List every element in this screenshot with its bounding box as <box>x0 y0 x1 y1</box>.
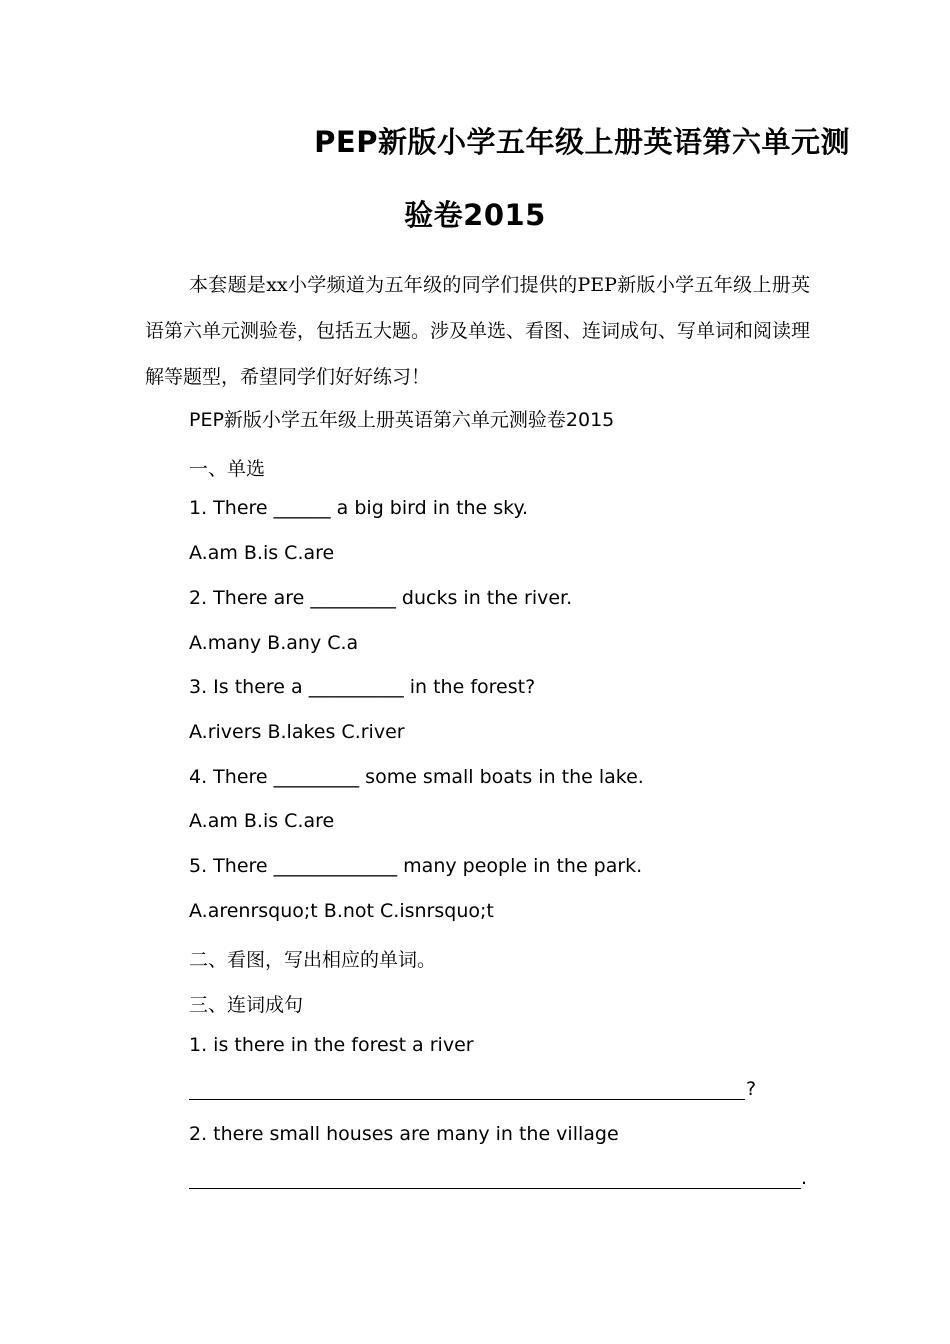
question-4: 4. There _________ some small boats in the lake. <box>189 766 644 788</box>
question-5-options: A.arenrsquo;t B.not C.isnrsquo;t <box>189 900 494 922</box>
sentence-2-end-mark: . <box>801 1167 808 1189</box>
section-heading-picture: 二、看图，写出相应的单词。 <box>189 949 437 971</box>
question-3: 3. Is there a __________ in the forest? <box>189 676 536 698</box>
question-3-options: A.rivers B.lakes C.river <box>189 721 405 743</box>
section-heading-single-choice: 一、单选 <box>189 458 266 480</box>
sentence-1-answer-line <box>189 1099 745 1100</box>
section-heading-sentence-building: 三、连词成句 <box>189 994 304 1016</box>
question-1: 1. There ______ a big bird in the sky. <box>189 497 529 519</box>
sentence-2-words: 2. there small houses are many in the village <box>189 1123 619 1145</box>
question-2-options: A.many B.any C.a <box>189 632 359 654</box>
intro-paragraph: 本套题是xx小学频道为五年级的同学们提供的PEP新版小学五年级上册英语第六单元测验卷，包括五大题。涉及单选、看图、连词成句、写单词和阅读理解等题型，希望同学们好好练习！ <box>145 274 811 388</box>
document-title-line2: 验卷2015 <box>404 198 546 232</box>
question-4-options: A.am B.is C.are <box>189 810 335 832</box>
document-title-line1: PEP新版小学五年级上册英语第六单元测 <box>314 125 850 159</box>
question-2: 2. There are _________ ducks in the river. <box>189 587 573 609</box>
question-1-options: A.am B.is C.are <box>189 542 335 564</box>
sentence-1-end-mark: ? <box>746 1078 757 1100</box>
document-subtitle: PEP新版小学五年级上册英语第六单元测验卷2015 <box>189 409 615 431</box>
sentence-2-answer-line <box>189 1188 801 1189</box>
sentence-1-words: 1. is there in the forest a river <box>189 1034 474 1056</box>
question-5: 5. There _____________ many people in the park. <box>189 855 643 877</box>
